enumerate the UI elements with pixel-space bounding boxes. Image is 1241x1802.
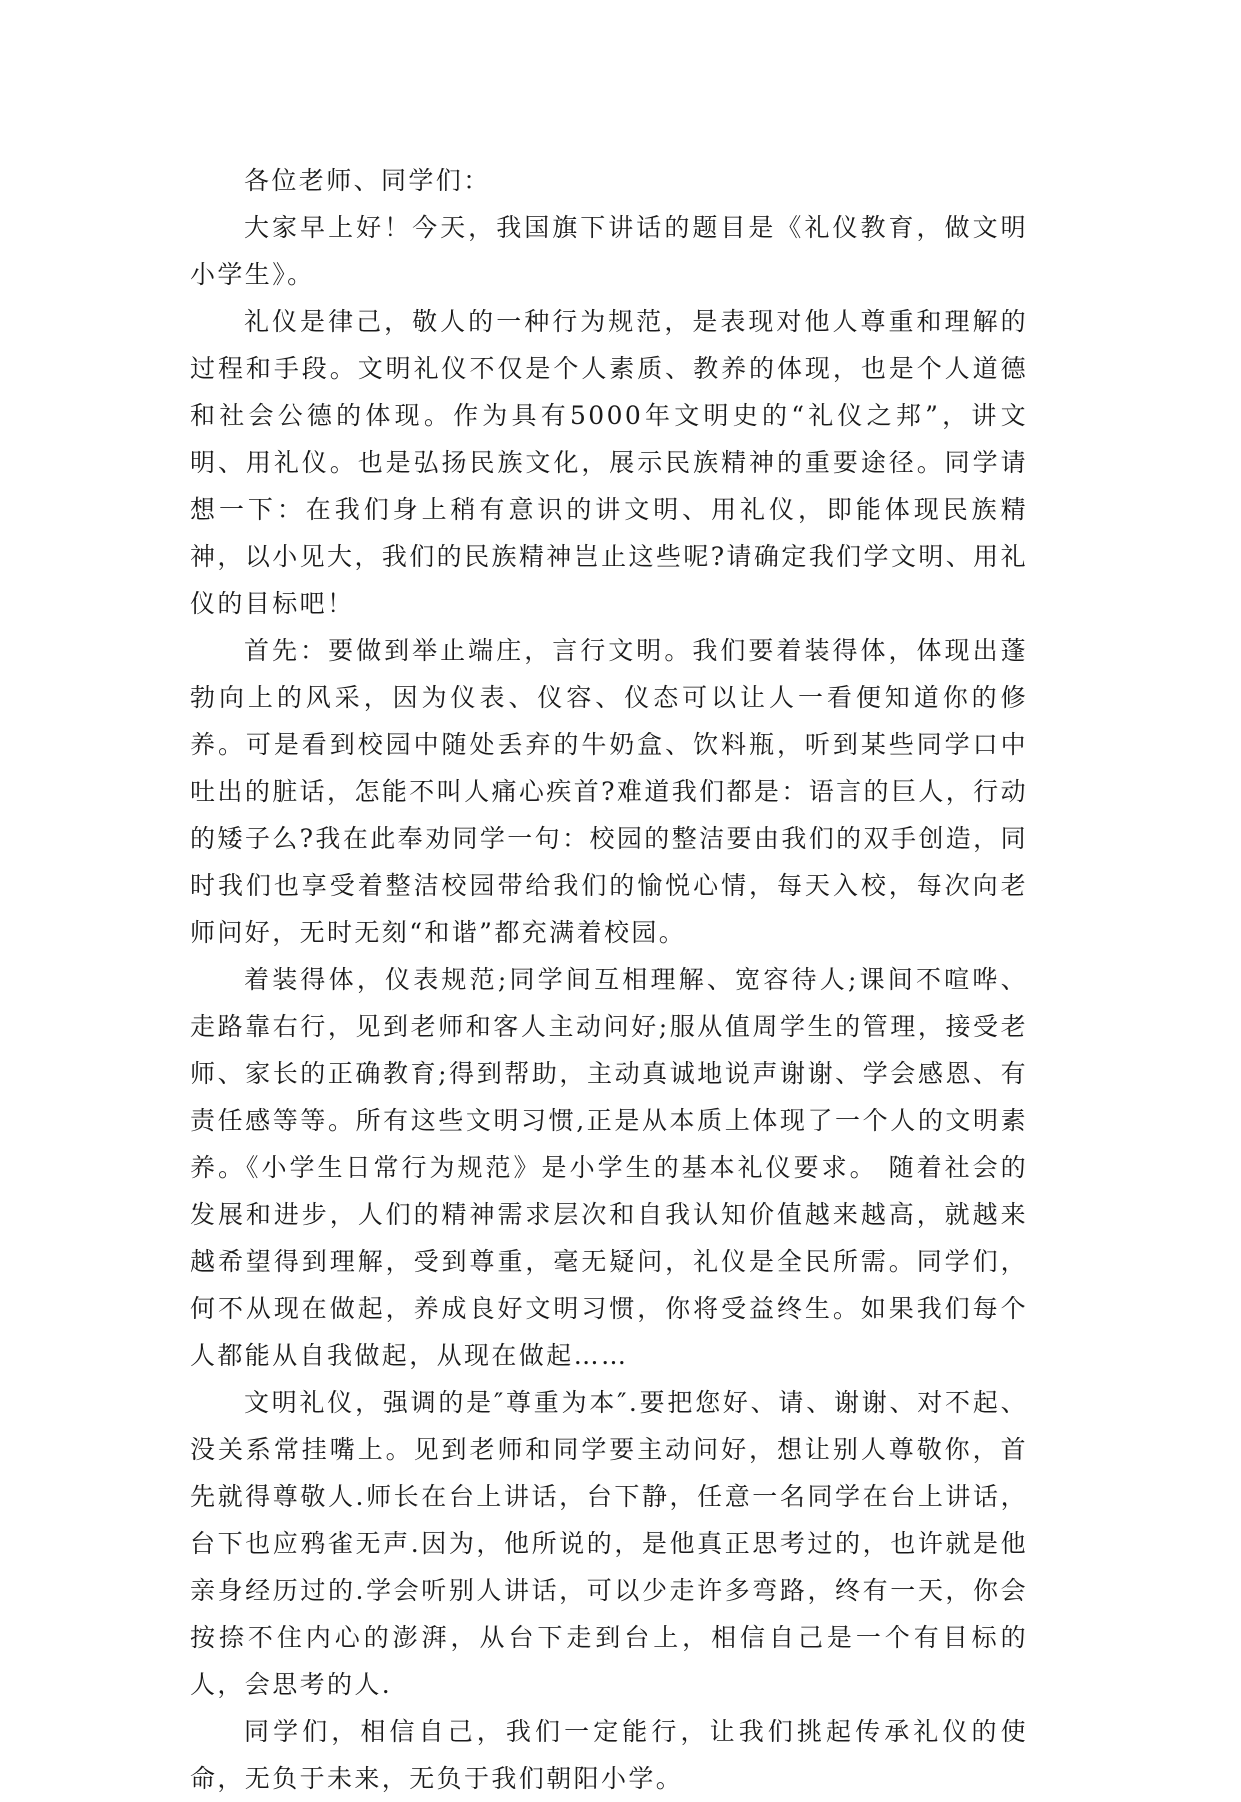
paragraph-respect: 文明礼仪，强调的是″尊重为本″.要把您好、请、谢谢、对不起、没关系常挂嘴上。见到老师和同学要主动问好，想让别人尊敬你，首先就得尊敬人.师长在台上讲话，台下静，任意一名同学在台上讲话，台下也应鸦雀无声.因为，他所说的，是他真正思考过的，也许就是他亲身经历过的.学会听别人讲话，可以少走许多弯路，终有一天，你会按捺不住内心的澎湃，从台下走到台上，相信自己是一个有目标的人，会思考的人. — [190, 1388, 1028, 1699]
paragraph-closing: 同学们，相信自己，我们一定能行，让我们挑起传承礼仪的使命，无负于未来，无负于我们朝阳小学。 — [190, 1717, 1028, 1793]
paragraph-first-point: 首先：要做到举止端庄，言行文明。我们要着装得体，体现出蓬勃向上的风采，因为仪表、仪容、仪态可以让人一看便知道你的修养。可是看到校园中随处丢弃的牛奶盒、饮料瓶，听到某些同学口中吐出的脏话，怎能不叫人痛心疾首?难道我们都是：语言的巨人，行动的矮子么?我在此奉劝同学一句：校园的整洁要由我们的双手创造，同时我们也享受着整洁校园带给我们的愉悦心情，每天入校，每次向老师问好，无时无刻“和谐”都充满着校园。 — [190, 636, 1028, 947]
paragraph-civilized-habits: 着装得体，仪表规范;同学间互相理解、宽容待人;课间不喧哗、走路靠右行，见到老师和客人主动问好;服从值周学生的管理，接受老师、家长的正确教育;得到帮助，主动真诚地说声谢谢、学会感恩、有责任感等等。所有这些文明习惯,正是从本质上体现了一个人的文明素养。《小学生日常行为规范》是小学生的基本礼仪要求。 随着社会的发展和进步，人们的精神需求层次和自我认知价值越来越高，就越来越希望得到理解，受到尊重，毫无疑问，礼仪是全民所需。同学们，何不从现在做起，养成良好文明习惯，你将受益终生。如果我们每个人都能从自我做起，从现在做起…… — [190, 965, 1028, 1370]
paragraph-opening: 大家早上好！今天，我国旗下讲话的题目是《礼仪教育，做文明小学生》。 — [190, 213, 1028, 289]
speech-body — [190, 157, 1028, 1802]
paragraph-greeting: 各位老师、同学们： — [244, 166, 491, 195]
paragraph-etiquette-definition: 礼仪是律己，敬人的一种行为规范，是表现对他人尊重和理解的过程和手段。文明礼仪不仅是个人素质、教养的体现，也是个人道德和社会公德的体现。作为具有5000年文明史的“礼仪之邦”，讲文明、用礼仪。也是弘扬民族文化，展示民族精神的重要途径。同学请想一下：在我们身上稍有意识的讲文明、用礼仪，即能体现民族精神，以小见大，我们的民族精神岂止这些呢?请确定我们学文明、用礼仪的目标吧！ — [190, 307, 1028, 618]
